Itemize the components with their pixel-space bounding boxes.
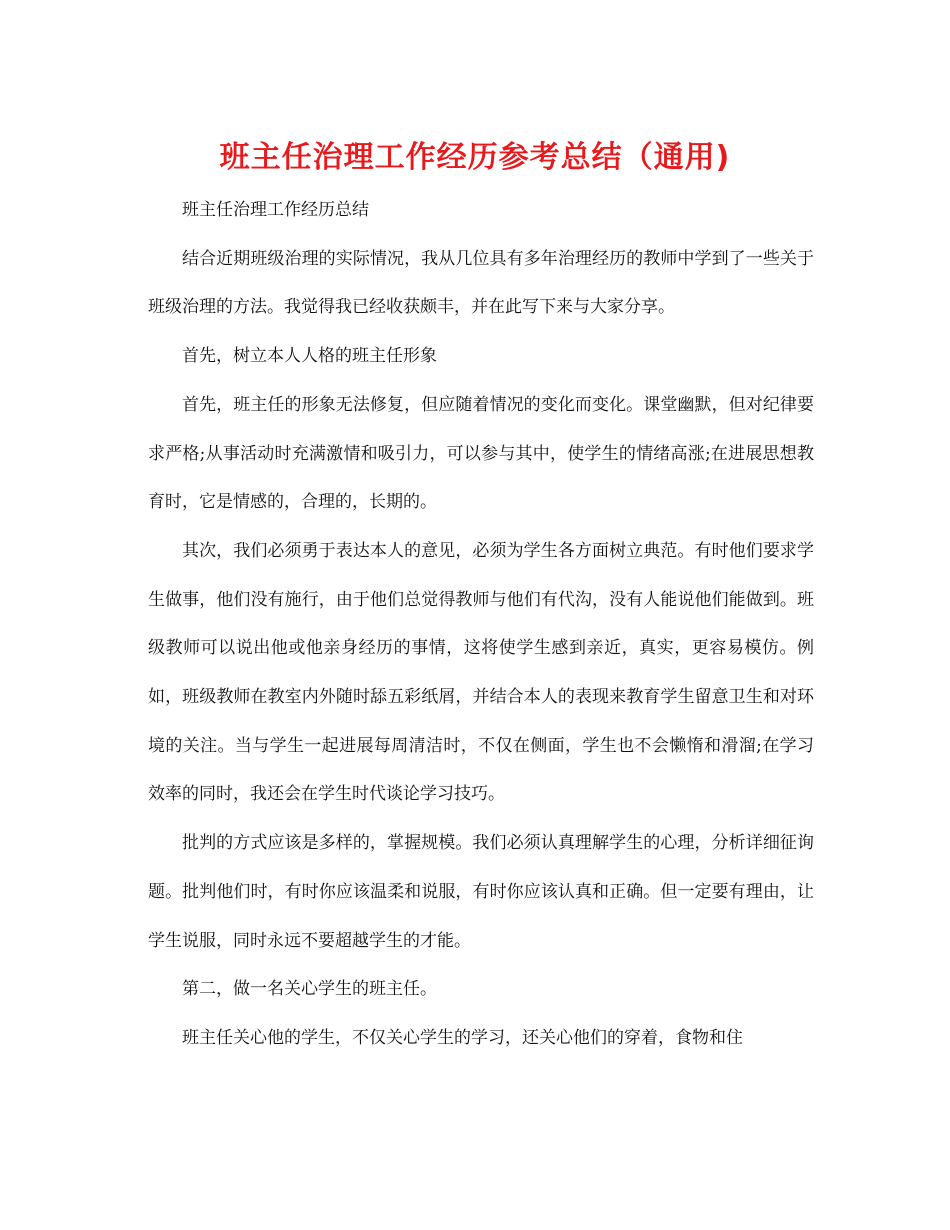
point-two-heading: 第二，做一名关心学生的班主任。 [182,979,437,1000]
intro-paragraph: 结合近期班级治理的实际情况，我从几位具有多年治理经历的教师中学到了一些关于班级治理的方法。我觉得我已经收获颇丰，并在此写下来与大家分享。 [148,248,814,318]
point-one-heading: 首先，树立本人人格的班主任形象 [182,346,437,367]
section-heading: 班主任治理工作经历总结 [182,200,369,220]
body-paragraph: 首先，班主任的形象无法修复，但应随着情况的变化而变化。课堂幽默，但对纪律要求严格;从事活动时充满激情和吸引力，可以参与其中，使学生的情绪高涨;在进展思想教育时，它是情感的，合理的，长期的。 [148,394,814,513]
body-paragraph: 班主任关心他的学生，不仅关心学生的学习，还关心他们的穿着，食物和住 [182,1027,743,1048]
body-paragraph: 批判的方式应该是多样的，掌握规模。我们必须认真理解学生的心理，分析详细征询题。批判他们时，有时你应该温柔和说服，有时你应该认真和正确。但一定要有理由，让学生说服，同时永远不要超越学生的才能。 [148,833,814,951]
body-paragraph: 其次，我们必须勇于表达本人的意见，必须为学生各方面树立典范。有时他们要求学生做事，他们没有施行，由于他们总觉得教师与他们有代沟，没有人能说他们能做到。班级教师可以说出他或他亲身经历的事情，这将使学生感到亲近，真实，更容易模仿。例如，班级教师在教室内外随时舔五彩纸屑，并结合本人的表现来教育学生留意卫生和对环境的关注。当与学生一起进展每周清洁时，不仅在侧面，学生也不会懒惰和滑溜;在学习效率的同时，我还会在学生时代谈论学习技巧。 [148,540,814,805]
document-body [148,186,814,1063]
document-title: 班主任治理工作经历参考总结（通用) [219,140,731,175]
